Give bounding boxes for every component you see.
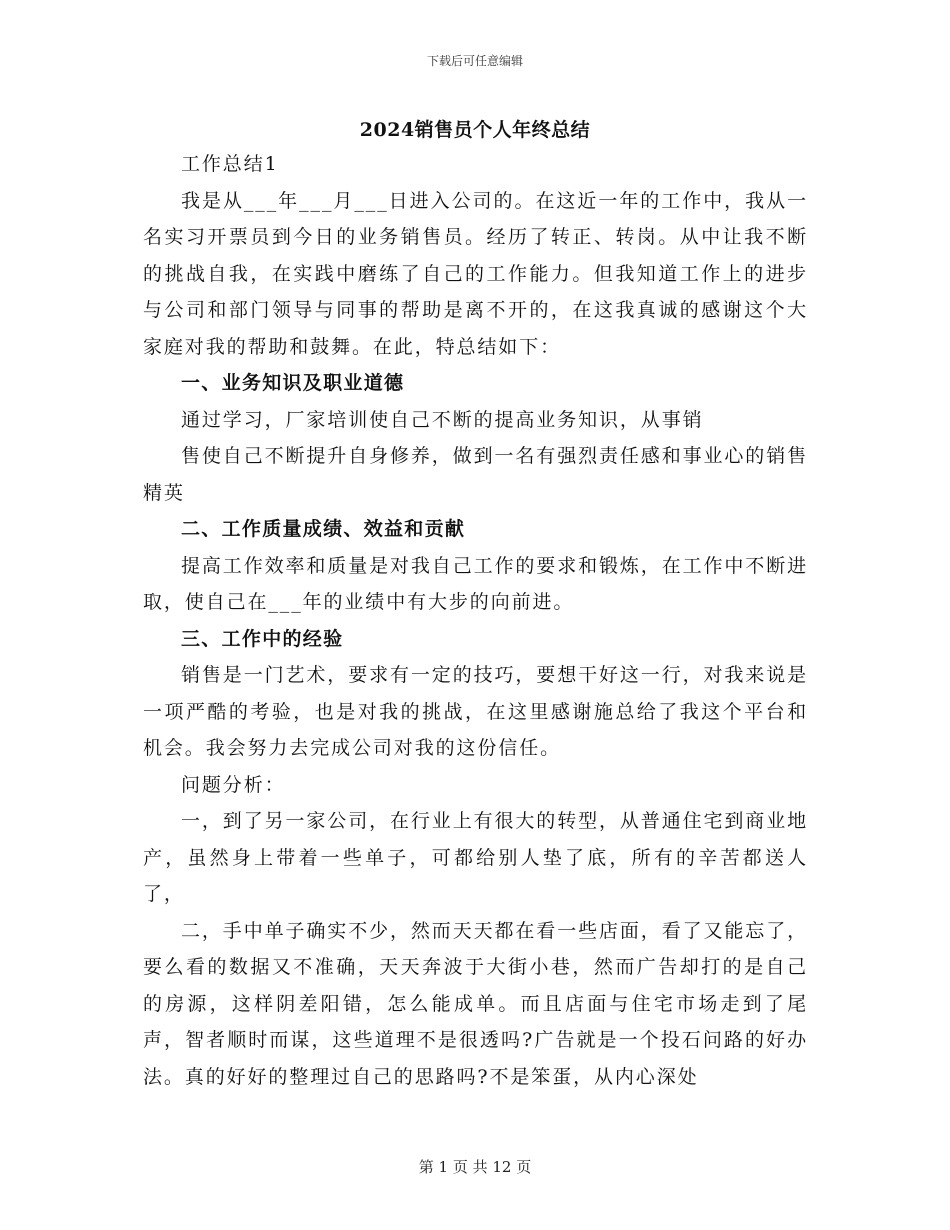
section-heading: 三、工作中的经验 <box>181 627 344 650</box>
body-paragraph: 售使自己不断提升自身修养，做到一名有强烈责任感和事业心的销售精英 <box>143 445 809 504</box>
body-paragraph: 一，到了另一家公司，在行业上有很大的转型，从普通住宅到商业地产，虽然身上带着一些单子，可都给别人垫了底，所有的辛苦都送人了， <box>143 810 809 905</box>
page-number: 第 1 页 共 12 页 <box>418 1158 532 1176</box>
section-heading: 二、工作质量成绩、效益和贡献 <box>181 518 466 540</box>
body-paragraph: 问题分析： <box>181 773 286 796</box>
document-title: 2024销售员个人年终总结 <box>359 119 591 141</box>
section-heading: 一、业务知识及职业道德 <box>181 372 405 394</box>
body-paragraph: 销售是一门艺术，要求有一定的技巧，要想干好这一行，对我来说是一项严酷的考验，也是对我的挑战，在这里感谢施总给了我这个平台和机会。我会努力去完成公司对我的这份信任。 <box>143 664 809 759</box>
document-body <box>143 146 808 1095</box>
body-paragraph: 二，手中单子确实不少，然而天天都在看一些店面，看了又能忘了，要么看的数据又不准确，天天奔波于大街小巷，然而广告却打的是自己的房源，这样阴差阳错，怎么能成单。而且店面与住宅市场走到了尾声，智者顺时而谋，这些道理不是很透吗?广告就是一个投石问路的好办法。真的好好的整理过自己的思路吗?不是笨蛋，从内心深处 <box>143 919 809 1088</box>
body-paragraph: 通过学习，厂家培训使自己不断的提高业务知识，从事销 <box>181 408 704 431</box>
body-paragraph: 提高工作效率和质量是对我自己工作的要求和锻炼，在工作中不断进取，使自己在___年的业绩中有大步的向前进。 <box>143 554 809 613</box>
section-label: 工作总结1 <box>181 153 279 175</box>
body-paragraph: 我是从___年___月___日进入公司的。在这近一年的工作中，我从一名实习开票员到今日的业务销售员。经历了转正、转岗。从中让我不断的挑战自我，在实践中磨练了自己的工作能力。但我知道工作上的进步与公司和部门领导与同事的帮助是离不开的，在这我真诚的感谢这个大家庭对我的帮助和鼓舞。在此，特总结如下： <box>143 189 808 358</box>
header-note: 下载后可任意编辑 <box>426 54 523 68</box>
